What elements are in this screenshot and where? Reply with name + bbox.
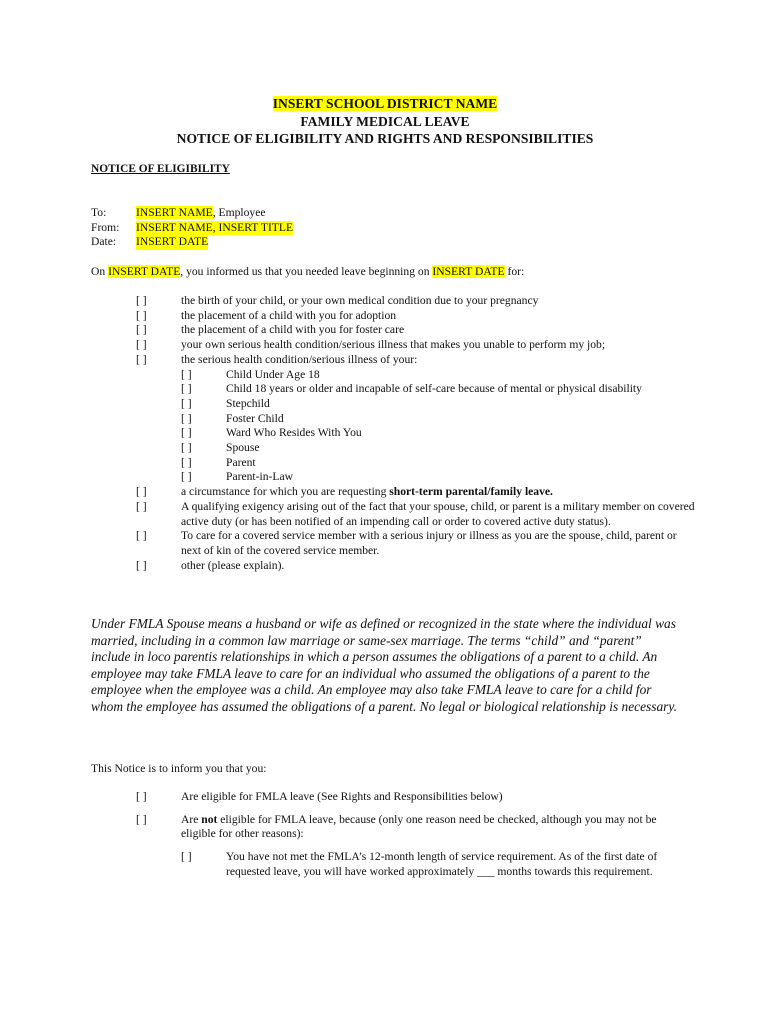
memo-from-row [91, 221, 293, 236]
checkbox[interactable]: [ ] [181, 455, 192, 469]
district-name: INSERT SCHOOL DISTRICT NAME [272, 96, 498, 111]
intro-sentence [91, 265, 691, 280]
family-member-item[interactable] [181, 382, 696, 397]
not-bold: not [201, 812, 218, 826]
reason-list [136, 294, 696, 573]
reason-item[interactable] [136, 338, 696, 353]
intro-date-2: INSERT DATE [432, 265, 505, 278]
to-label: To: [91, 206, 107, 219]
family-member-item[interactable] [181, 470, 696, 485]
checkbox[interactable]: [ ] [136, 790, 147, 803]
title-line-2: FAMILY MEDICAL LEAVE [300, 113, 470, 129]
reason-item[interactable] [136, 529, 696, 558]
reason-item[interactable] [136, 309, 696, 324]
checkbox[interactable]: [ ] [136, 529, 147, 543]
reason-text: the placement of a child with you for foster care [181, 323, 405, 337]
reason-item[interactable] [136, 353, 696, 368]
intro-date-1: INSERT DATE [108, 265, 181, 278]
memo-date-row [91, 235, 293, 250]
intro-part3: for: [504, 265, 525, 278]
date-value: INSERT DATE [136, 235, 209, 249]
checkbox[interactable]: [ ] [136, 308, 147, 322]
family-member-text: Child Under Age 18 [226, 367, 320, 381]
reason-item[interactable] [136, 500, 696, 529]
family-member-text: Foster Child [226, 411, 284, 425]
reason-item[interactable] [136, 323, 696, 338]
family-member-item[interactable] [181, 412, 696, 427]
to-name: INSERT NAME [136, 206, 213, 219]
checkbox[interactable]: [ ] [181, 441, 192, 455]
family-member-text: Parent [226, 455, 256, 469]
checkbox[interactable]: [ ] [181, 470, 192, 484]
intro-part2: , you informed us that you needed leave beginning on [180, 265, 433, 278]
memo-header [91, 206, 293, 250]
family-member-item[interactable] [181, 368, 696, 383]
checkbox[interactable]: [ ] [136, 499, 147, 513]
reason-item[interactable] [136, 294, 696, 309]
reason-text: the birth of your child, or your own medical condition due to your pregnancy [181, 294, 539, 307]
family-member-item[interactable] [181, 441, 696, 456]
section-heading: NOTICE OF ELIGIBILITY [91, 163, 230, 175]
from-value: INSERT NAME, INSERT TITLE [136, 220, 294, 234]
checkbox[interactable]: [ ] [181, 411, 192, 425]
family-member-text: Spouse [226, 441, 260, 455]
checkbox[interactable]: [ ] [181, 426, 192, 440]
not-eligible-item[interactable] [136, 813, 681, 842]
reason-text: other (please explain). [181, 558, 285, 572]
reason-text: the serious health condition/serious illness of your: [181, 352, 418, 366]
family-member-text: Parent-in-Law [226, 470, 293, 484]
reason-text: your own serious health condition/serious illness that makes you unable to perform my job; [181, 338, 606, 352]
not-prefix: Are [181, 812, 202, 826]
short-term-prefix: a circumstance for which you are requesting [181, 485, 390, 499]
checkbox[interactable]: [ ] [181, 367, 192, 381]
reason-item[interactable] [136, 559, 696, 574]
checkbox[interactable]: [ ] [181, 396, 192, 410]
family-member-text: Ward Who Resides With You [226, 426, 362, 440]
reason-text: To care for a covered service member with a serious injury or illness as you are the spouse, child, parent or next of kin of the covered service member. [181, 529, 677, 557]
family-member-item[interactable] [181, 456, 696, 471]
checkbox[interactable]: [ ] [136, 338, 147, 352]
checkbox[interactable]: [ ] [181, 850, 192, 864]
family-member-item[interactable] [181, 426, 696, 441]
title-line-3: NOTICE OF ELIGIBILITY AND RIGHTS AND RESPONSIBILITIES [176, 131, 594, 146]
reason-item[interactable] [136, 485, 696, 500]
notice-line: This Notice is to inform you that you: [91, 762, 267, 775]
definition-paragraph: Under FMLA Spouse means a husband or wife as defined or recognized in the state where the individual was married, including in a common law marriage or same-sex marriage. The terms “child” and “parent” include in loco parentis relationships in which a person assumes the obligations of a parent to a child. An employee may take FMLA leave to care for an individual who assumed the obligations of a parent to the employee when the employee was a child. An employee may also take FMLA leave to care for a child for whom the employee has assumed the obligations of a parent. No legal or biological relationship is necessary. [91, 616, 677, 714]
short-term-bold: short-term parental/family leave. [389, 485, 553, 499]
reason-text [181, 485, 696, 500]
date-label: Date: [91, 235, 117, 249]
reason-text: the placement of a child with you for adoption [181, 308, 397, 322]
not-suffix: eligible for FMLA leave, because (only one reason need be checked, although you may not be eligible for other reasons): [181, 812, 657, 841]
family-member-text: Child 18 years or older and incapable of self-care because of mental or physical disability [226, 382, 642, 396]
family-member-list [181, 368, 696, 486]
checkbox[interactable]: [ ] [181, 382, 192, 396]
checkbox[interactable]: [ ] [136, 812, 147, 826]
eligible-item[interactable] [136, 790, 681, 805]
checkbox[interactable]: [ ] [136, 352, 147, 366]
intro-part1: On [91, 265, 109, 278]
family-member-item[interactable] [181, 397, 696, 412]
checkbox[interactable]: [ ] [136, 294, 147, 307]
checkbox[interactable]: [ ] [136, 485, 147, 499]
checkbox[interactable]: [ ] [136, 323, 147, 337]
not-eligible-text [181, 813, 681, 842]
memo-to-row [91, 206, 293, 221]
from-label: From: [91, 220, 120, 234]
checkbox[interactable]: [ ] [136, 558, 147, 572]
document-title [0, 95, 770, 148]
reason-text: A qualifying exigency arising out of the fact that your spouse, child, or parent is a military member on covered active duty (or has been notified of an impending call or order to covered active duty status). [181, 499, 695, 528]
family-member-text: Stepchild [226, 396, 270, 410]
twelve-month-text: You have not met the FMLA’s 12-month length of service requirement. As of the first date of requested leave, you will have worked approximately ___ months towards this requirement. [226, 850, 658, 878]
eligible-text: Are eligible for FMLA leave (See Rights and Responsibilities below) [181, 790, 503, 803]
to-suffix: , Employee [212, 206, 266, 219]
eligibility-list [136, 790, 681, 888]
twelve-month-item[interactable] [181, 850, 681, 879]
